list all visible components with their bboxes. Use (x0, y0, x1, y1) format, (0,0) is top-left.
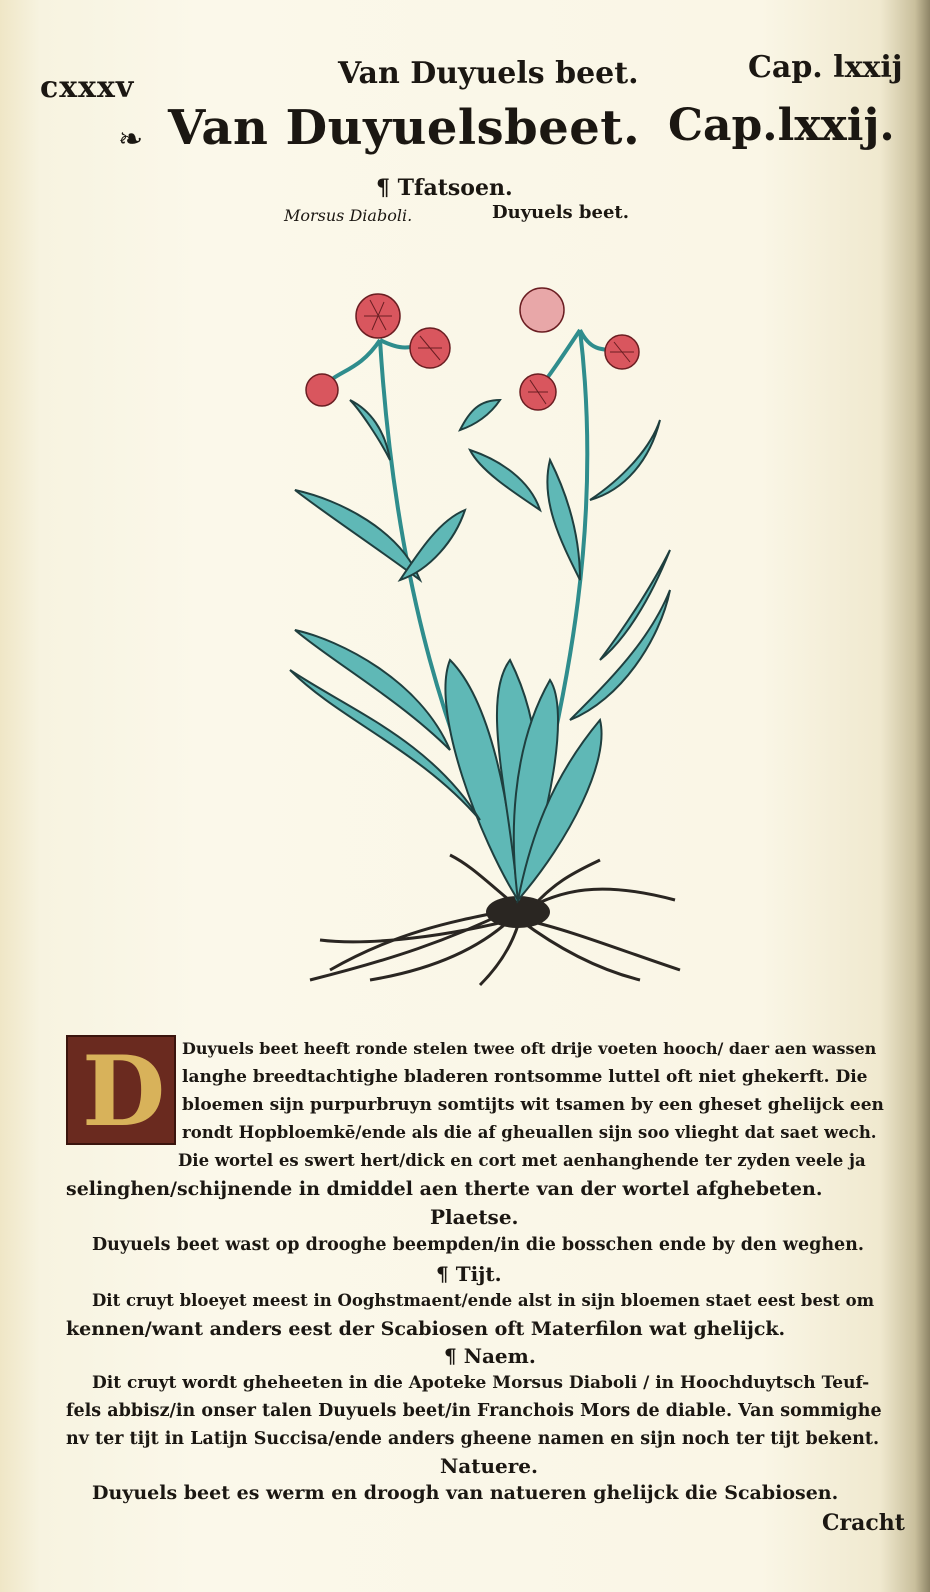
initial-letter: D (82, 1035, 166, 1148)
tijt-line-2: kennen/want anders eest der Scabiosen oft Materfilon wat ghelijck. (66, 1318, 786, 1340)
decorated-initial (66, 1035, 176, 1148)
body-line-4: rondt Hopbloemkē/ende als die af gheuallen sijn soo vlieght dat saet wech. (182, 1123, 877, 1142)
catchword: Cracht (822, 1510, 905, 1536)
fleuron-icon: ❧ (118, 122, 144, 157)
tijt-line-1: Dit cruyt bloeyet meest in Ooghstmaent/ende alst in sijn bloemen staet eest best om (92, 1291, 875, 1310)
heading-natuere: Natuere. (440, 1454, 538, 1478)
naem-line-3: nv ter tijt in Latijn Succisa/ende anders gheene namen en sijn noch ter tijt bekent. (66, 1429, 880, 1449)
body-line-2: langhe breedtachtighe bladeren rontsomme luttel oft niet ghekerft. Die (182, 1067, 868, 1087)
naem-line-1: Dit cruyt wordt gheheeten in die Apoteke Morsus Diaboli / in Hoochduytsch Teuf- (92, 1373, 870, 1393)
plaetse-line-1: Duyuels beet wast op drooghe beempden/in die bosschen ende by den weghen. (92, 1235, 864, 1255)
heading-plaetse: Plaetse. (430, 1205, 519, 1229)
chapter-title: Van Duyuelsbeet. (168, 100, 641, 156)
running-chapter: Cap. lxxij (748, 50, 903, 85)
heading-tijt: ¶ Tijt. (436, 1262, 502, 1286)
naem-line-2: fels abbisz/in onser talen Duyuels beet/in Franchois Mors de diable. Van sommighe (66, 1401, 882, 1421)
body-line-5: Die wortel es swert hert/dick en cort met aenhanghende ter zyden veele ja (178, 1151, 866, 1170)
body-line-1: Duyuels beet heeft ronde stelen twee oft drije voeten hooch/ daer aen wassen (182, 1039, 877, 1058)
body-line-3: bloemen sijn purpurbruyn somtijts wit tsamen by een gheset ghelijck een (182, 1095, 884, 1115)
body-line-6: selinghen/schijnende in dmiddel aen therte van der wortel afghebeten. (66, 1178, 823, 1200)
heading-naem: ¶ Naem. (444, 1344, 536, 1368)
latin-name-caption: Morsus Diaboli. (284, 206, 413, 225)
plant-illustration (280, 280, 700, 990)
dutch-name-caption: Duyuels beet. (492, 202, 630, 223)
section-fashion-heading: ¶ Tfatsoen. (376, 175, 513, 201)
folio-number: cxxxv (40, 70, 135, 105)
natuere-line-1: Duyuels beet es werm en droogh van natueren ghelijck die Scabiosen. (92, 1482, 839, 1504)
chapter-number: Cap.lxxij. (668, 100, 895, 151)
running-title: Van Duyuels beet. (338, 56, 639, 91)
